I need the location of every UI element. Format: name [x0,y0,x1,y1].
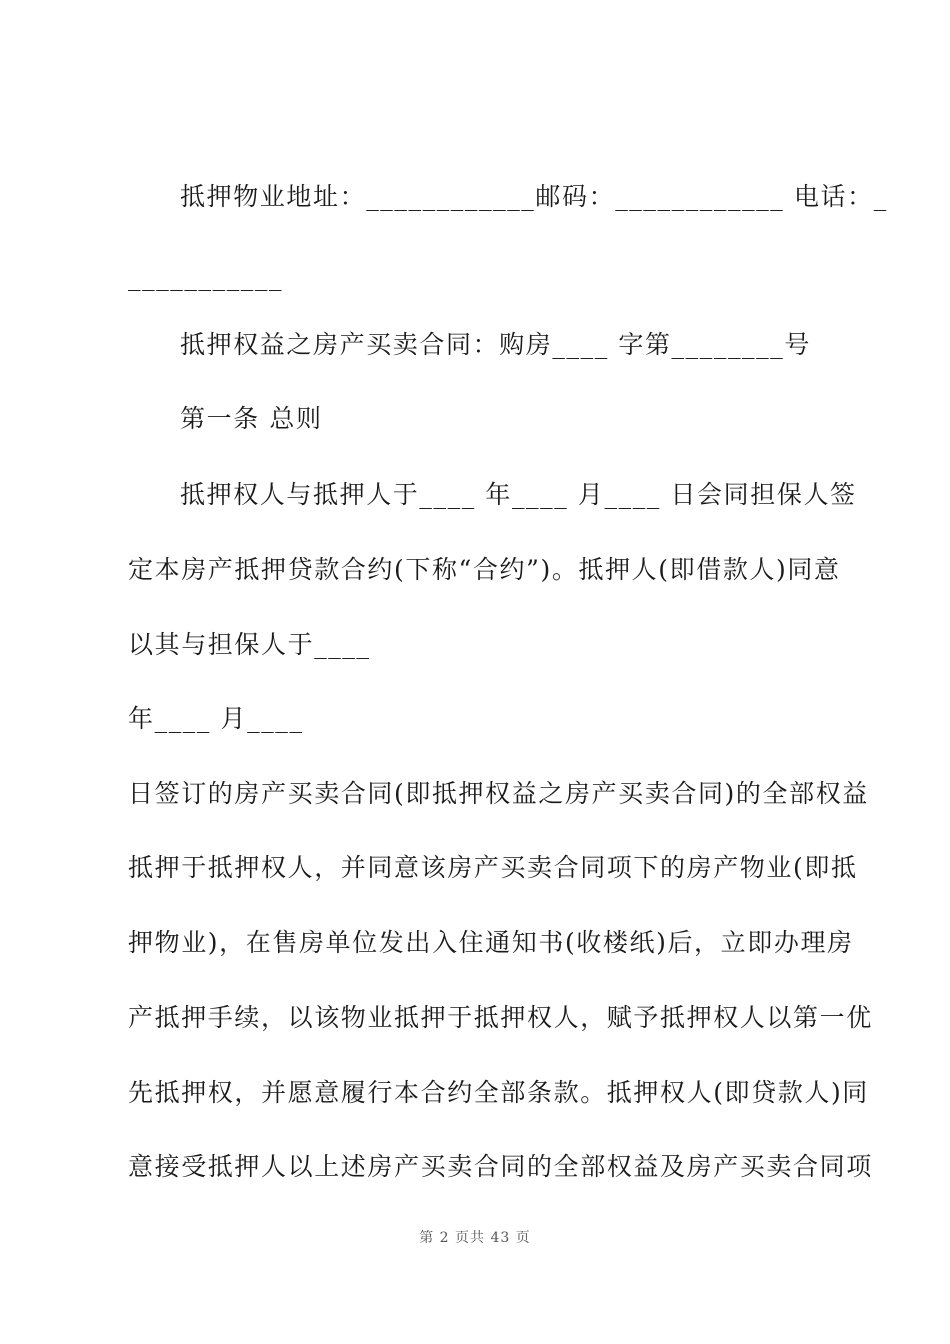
paragraph-line-3: 以其与担保人于____ [128,630,371,659]
paragraph-line-7: 押物业)，在售房单位发出入住通知书(收楼纸)后，立即办理房 [128,928,854,957]
paragraph-line-8: 产抵押手续，以该物业抵押于抵押权人，赋予抵押权人以第一优 [128,1003,873,1032]
mortgage-property-address-line: 抵押物业地址：____________邮码：____________ 电话：_ [180,182,888,211]
purchase-contract-number-line: 抵押权益之房产买卖合同：购房____ 字第________号 [180,330,811,359]
paragraph-line-6: 抵押于抵押权人，并同意该房产买卖合同项下的房产物业(即抵 [128,853,858,882]
paragraph-line-9: 先抵押权，并愿意履行本合约全部条款。抵押权人(即贷款人)同 [128,1078,869,1107]
paragraph-line-5: 日签订的房产买卖合同(即抵押权益之房产买卖合同)的全部权益 [128,779,869,808]
paragraph-line-4: 年____ 月____ [128,704,304,733]
paragraph-line-1: 抵押权人与抵押人于____ 年____ 月____ 日会同担保人签 [180,480,857,509]
paragraph-line-10: 意接受抵押人以上述房产买卖合同的全部权益及房产买卖合同项 [128,1152,873,1181]
page-number-footer: 第 2 页共 43 页 [419,1230,531,1246]
phone-blank-continuation: ___________ [128,262,284,291]
paragraph-line-2: 定本房产抵押贷款合约(下称“合约”)。抵押人(即借款人)同意 [128,555,841,584]
article-one-heading: 第一条 总则 [180,404,323,433]
